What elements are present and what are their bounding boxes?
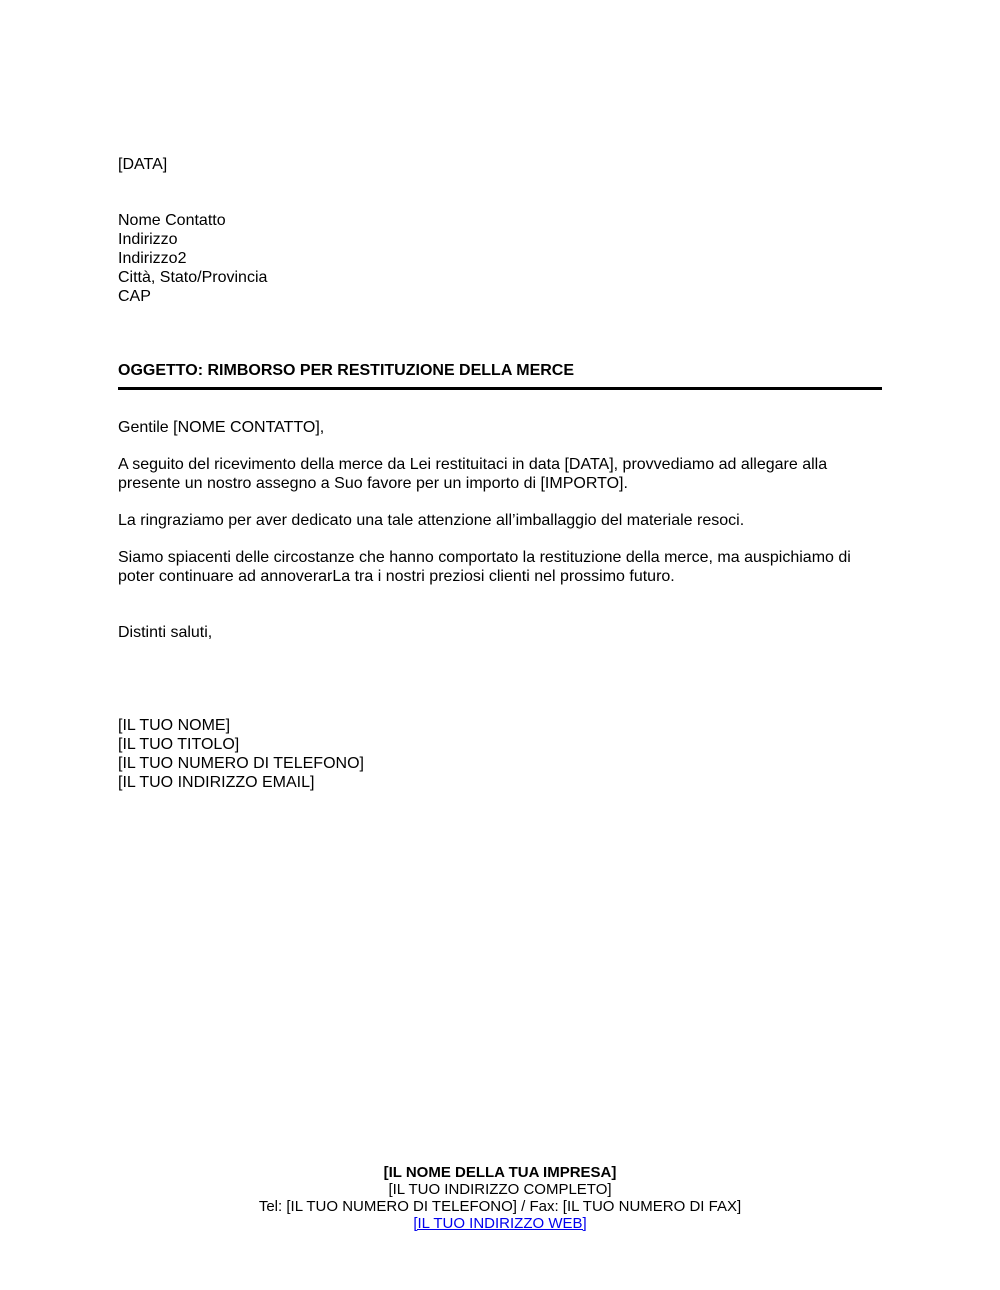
body-paragraph-line: Siamo spiacenti delle circostanze che hanno comportato la restituzione della merce, ma auspichiamo di [118,549,851,566]
signature-phone: [IL TUO NUMERO DI TELEFONO] [118,755,364,772]
subject-heading: OGGETTO: RIMBORSO PER RESTITUZIONE DELLA MERCE [118,362,575,379]
recipient-zip: CAP [118,288,151,305]
signature-title: [IL TUO TITOLO] [118,736,240,753]
recipient-name: Nome Contatto [118,212,226,229]
salutation: Gentile [NOME CONTATTO], [118,419,325,436]
recipient-address-line-2: Indirizzo2 [118,250,187,267]
body-paragraph-line: La ringraziamo per aver dedicato una tale attenzione all’imballaggio del materiale resoci. [118,512,745,529]
footer-website-link[interactable]: [IL TUO INDIRIZZO WEB] [413,1215,587,1232]
body-paragraph-2 [118,511,744,530]
body-paragraph-1 [118,455,827,493]
body-paragraph-line: A seguito del ricevimento della merce da Lei restituitaci in data [DATA], provvediamo ad allegare alla [118,456,828,473]
letterhead-footer [0,1164,1000,1232]
signature-email: [IL TUO INDIRIZZO EMAIL] [118,774,315,791]
footer-company-name: [IL NOME DELLA TUA IMPRESA] [383,1164,617,1181]
signature-block [118,716,364,792]
footer-contact: Tel: [IL TUO NUMERO DI TELEFONO] / Fax: [IL TUO NUMERO DI FAX] [258,1198,742,1215]
recipient-address-line-1: Indirizzo [118,231,178,248]
body-paragraph-line: poter continuare ad annoverarLa tra i nostri preziosi clienti nel prossimo futuro. [118,568,675,585]
recipient-city-state: Città, Stato/Provincia [118,269,268,286]
subject-divider [118,387,882,390]
body-paragraph-3 [118,548,851,586]
recipient-address-block [118,211,267,306]
letter-date: [DATA] [118,156,168,173]
footer-address: [IL TUO INDIRIZZO COMPLETO] [388,1181,612,1198]
signature-name: [IL TUO NOME] [118,717,231,734]
body-paragraph-line: presente un nostro assegno a Suo favore per un importo di [IMPORTO]. [118,475,628,492]
closing: Distinti saluti, [118,624,213,641]
